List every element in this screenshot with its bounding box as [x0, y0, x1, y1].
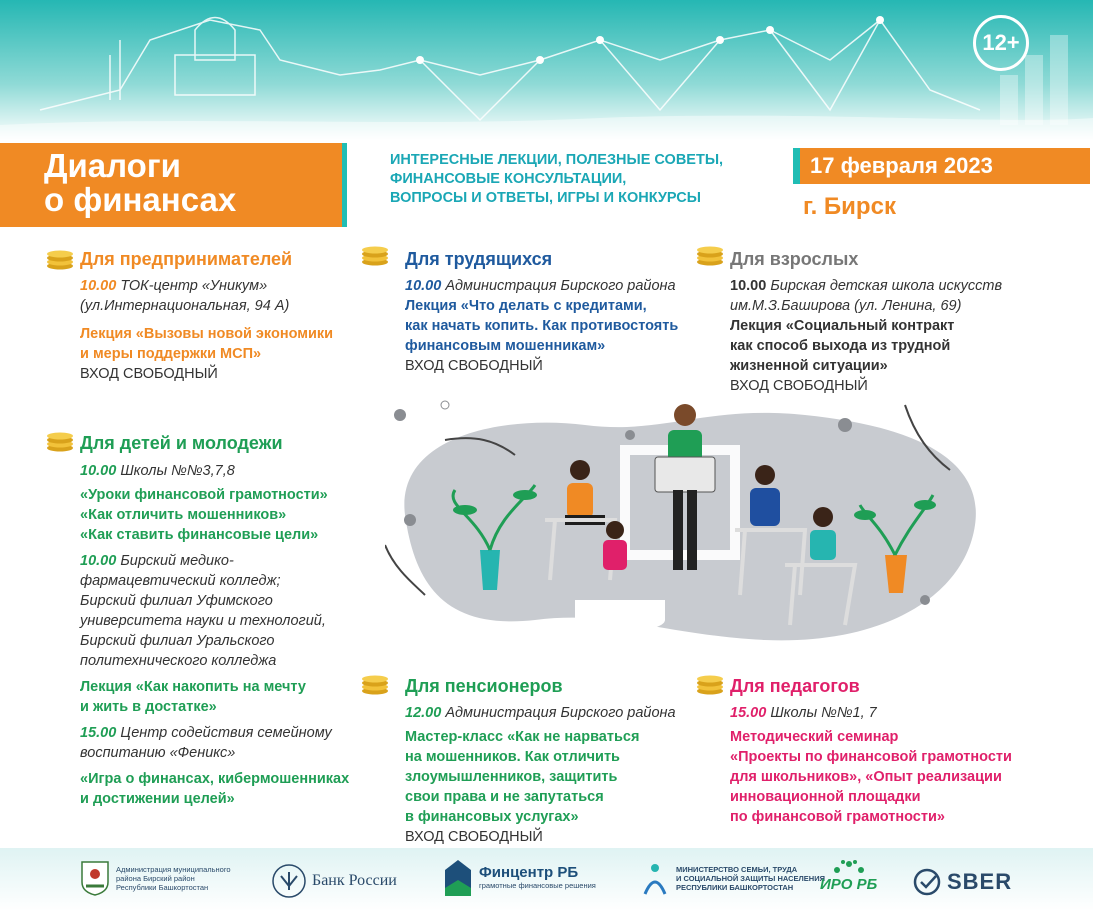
free-entry: ВХОД СВОБОДНЫЙ — [405, 358, 543, 374]
seminar: «Проекты по финансовой грамотности — [730, 749, 1012, 765]
iro-label: ИРО РБ — [820, 876, 878, 893]
place: университета науки и технологий, — [80, 613, 326, 629]
time: 10.00 — [730, 278, 767, 294]
place: Центр содействия семейному — [120, 725, 332, 741]
event-title-line1: Диалоги — [44, 147, 181, 184]
place: ТОК-центр «Уникум» — [120, 278, 268, 294]
section-youth — [80, 461, 380, 809]
coins-icon — [360, 244, 390, 266]
coins-icon — [45, 248, 75, 270]
section-heading-adults: Для взрослых — [730, 249, 859, 269]
fincenter-icon — [443, 858, 473, 896]
section-heading-teachers: Для педагогов — [730, 676, 860, 696]
talk: и достижении целей» — [80, 791, 235, 807]
place: Бирский медико- — [120, 553, 234, 569]
free-entry: ВХОД СВОБОДНЫЙ — [730, 378, 868, 394]
time: 10.00 — [405, 278, 442, 294]
event-title-box — [0, 143, 347, 227]
ministry-line: РЕСПУБЛИКИ БАШКОРТОСТАН — [676, 882, 794, 892]
talk: «Игра о финансах, кибермошенниках — [80, 771, 350, 787]
ministry-line: И СОЦИАЛЬНОЙ ЗАЩИТЫ НАСЕЛЕНИЯ — [676, 873, 825, 883]
fincenter-label: Финцентр РБ — [479, 864, 579, 881]
event-city: г. Бирск — [803, 193, 896, 220]
tagline-line: ВОПРОСЫ И ОТВЕТЫ, ИГРЫ И КОНКУРСЫ — [390, 190, 701, 206]
footer-logo-sber — [913, 868, 1012, 896]
section-entrepreneurs — [80, 276, 350, 384]
age-rating-badge: 12+ — [973, 15, 1029, 71]
lecture: как начать копить. Как противостоять — [405, 318, 679, 334]
ministry-line: МИНИСТЕРСТВО СЕМЬИ, ТРУДА — [676, 864, 798, 874]
fincenter-subtitle: грамотные финансовые решения — [479, 881, 596, 890]
section-pensioners — [405, 703, 705, 847]
tagline — [390, 151, 780, 208]
talk: «Уроки финансовой грамотности» — [80, 487, 328, 503]
place: Администрация Бирского района — [445, 278, 676, 294]
seminar: Методический семинар — [730, 729, 899, 745]
coins-icon — [695, 673, 725, 695]
footer-logo-fincenter — [443, 858, 596, 896]
lecture: Лекция «Вызовы новой экономики — [80, 326, 334, 342]
event-date-box — [793, 148, 1090, 184]
bank-of-russia-eagle-icon — [272, 864, 306, 898]
time: 10.00 — [80, 553, 117, 569]
event-title-line2: о финансах — [44, 181, 237, 218]
lecture: как способ выхода из трудной — [730, 338, 951, 354]
sber-label: SBER — [947, 869, 1013, 894]
masterclass: на мошенников. Как отличить — [405, 749, 620, 765]
time: 15.00 — [730, 705, 767, 721]
section-heading-pensioners: Для пенсионеров — [405, 676, 563, 696]
bank-of-russia-label: Банк России — [312, 872, 397, 889]
header-banner — [0, 0, 1093, 140]
event-date: 17 февраля 2023 — [810, 153, 993, 178]
masterclass: злоумышленников, защитить — [405, 769, 618, 785]
masterclass: Мастер-класс «Как не нарваться — [405, 729, 640, 745]
place: Администрация Бирского района — [445, 705, 676, 721]
seminar: для школьников», «Опыт реализации — [730, 769, 1002, 785]
section-adults — [730, 276, 1070, 396]
place: (ул.Интернациональная, 94 А) — [80, 298, 290, 314]
place: Бирский филиал Уральского — [80, 633, 275, 649]
people-discussion-illustration — [385, 395, 985, 655]
place: им.М.З.Баширова (ул. Ленина, 69) — [730, 298, 962, 314]
section-heading-entrepreneurs: Для предпринимателей — [80, 249, 293, 269]
free-entry: ВХОД СВОБОДНЫЙ — [80, 366, 218, 382]
coins-icon — [695, 244, 725, 266]
masterclass: в финансовых услугах» — [405, 809, 579, 825]
time: 10.00 — [80, 278, 117, 294]
time: 10.00 — [80, 463, 117, 479]
talk: «Как отличить мошенников» — [80, 507, 287, 523]
footer-logo-administration — [80, 860, 231, 896]
section-teachers — [730, 703, 1070, 827]
admin-line: Администрация муниципального — [116, 864, 231, 874]
footer-logo-ministry — [640, 860, 825, 896]
sber-check-icon — [913, 868, 941, 896]
place: воспитанию «Феникс» — [80, 745, 236, 761]
place: Школы №№1, 7 — [770, 705, 877, 721]
tagline-line: ФИНАНСОВЫЕ КОНСУЛЬТАЦИИ, — [390, 171, 627, 187]
lecture: и меры поддержки МСП» — [80, 346, 262, 362]
free-entry: ВХОД СВОБОДНЫЙ — [405, 829, 543, 845]
seminar: инновационной площадки — [730, 789, 921, 805]
section-heading-workers: Для трудящихся — [405, 249, 553, 269]
time: 12.00 — [405, 705, 442, 721]
seminar: по финансовой грамотности» — [730, 809, 945, 825]
place: Бирская детская школа искусств — [770, 278, 1003, 294]
footer-logo-iro — [820, 858, 877, 893]
tagline-line: ИНТЕРЕСНЫЕ ЛЕКЦИИ, ПОЛЕЗНЫЕ СОВЕТЫ, — [390, 152, 724, 168]
iro-flower-icon — [829, 858, 869, 876]
lecture: финансовым мошенникам» — [405, 338, 606, 354]
section-workers — [405, 276, 705, 376]
time: 15.00 — [80, 725, 117, 741]
masterclass: свои права и не запутаться — [405, 789, 604, 805]
admin-line: Республики Башкортостан — [116, 882, 209, 892]
lecture: Лекция «Социальный контракт — [730, 318, 955, 334]
talk: Лекция «Как накопить на мечту — [80, 679, 306, 695]
coins-icon — [360, 673, 390, 695]
place: Школы №№3,7,8 — [120, 463, 235, 479]
section-heading-youth: Для детей и молодежи — [80, 433, 283, 453]
place: политехнического колледжа — [80, 653, 277, 669]
talk: «Как ставить финансовые цели» — [80, 527, 319, 543]
coat-of-arms-icon — [80, 860, 110, 896]
ministry-icon — [640, 860, 670, 896]
lecture: жизненной ситуации» — [730, 358, 888, 374]
place: фармацевтический колледж; — [80, 573, 281, 589]
place: Бирский филиал Уфимского — [80, 593, 273, 609]
coins-icon — [45, 430, 75, 452]
talk: и жить в достатке» — [80, 699, 217, 715]
lecture: Лекция «Что делать с кредитами, — [405, 298, 647, 314]
admin-line: района Бирский район — [116, 873, 195, 883]
footer-logo-bank-of-russia — [272, 864, 397, 898]
